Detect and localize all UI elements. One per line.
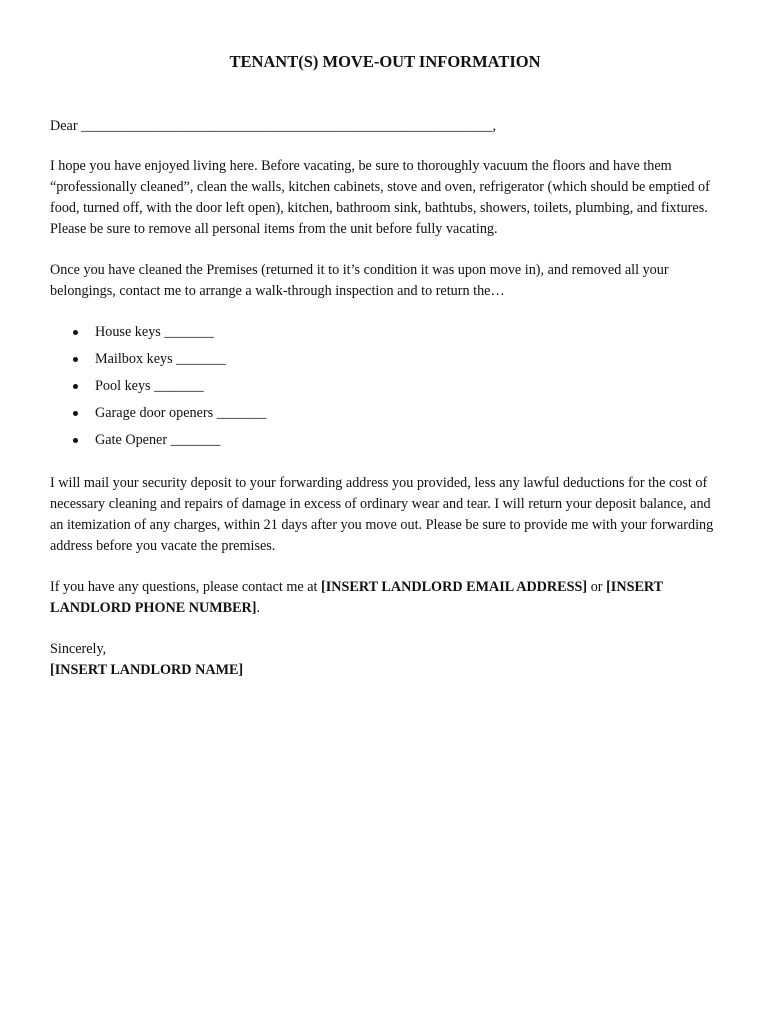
salutation: Dear __________________________________________________________, [50,118,497,134]
contact-joiner: or [587,579,607,595]
cleaning-instructions-paragraph: I hope you have enjoyed living here. Before vacating, be sure to thoroughly vacuum the floors and have them “professionally cleaned”, clean the walls, kitchen cabinets, stove and oven, refrigerator (which should be emptied of food, turned off, with the door left open), kitchen, bathroom sink, bathtubs, showers, toilets, plumbing, and fixtures. Please be sure to remove all personal items from the unit before fully vacating. [50,158,710,237]
list-item [50,319,725,346]
list-item-label: House keys _______ [95,324,215,340]
security-deposit-paragraph: I will mail your security deposit to your forwarding address you provided, less any lawful deductions for the cost of necessary cleaning and repairs of damage in excess of ordinary wear and tear. I will return your deposit balance, and an itemization of any charges, within 21 days after you move out. Please be sure to provide me with your forwarding address before you vacate the premises. [50,475,714,554]
closing-block [50,639,725,681]
list-item [50,400,725,427]
list-item [50,346,725,373]
bullet-icon [73,357,78,362]
contact-prefix: If you have any questions, please contact me at [50,579,322,595]
landlord-email-placeholder: [INSERT LANDLORD EMAIL ADDRESS] [321,579,588,595]
letter-body [50,116,725,681]
list-item [50,427,725,454]
bullet-icon [73,411,78,416]
document-title: TENANT(S) MOVE-OUT INFORMATION [229,52,541,71]
return-items-section [50,319,725,454]
list-item-label: Mailbox keys _______ [95,351,226,367]
walkthrough-paragraph: Once you have cleaned the Premises (returned it to it’s condition it was upon move in), and removed all your belongings, contact me to arrange a walk-through inspection and to return the… [50,262,669,299]
list-item [50,373,725,400]
landlord-phone-placeholder: [INSERT LANDLORD PHONE NUMBER] [50,579,663,616]
bullet-icon [73,384,78,389]
list-item-label: Pool keys _______ [95,378,204,394]
contact-paragraph [50,577,725,619]
closing-text: Sincerely, [50,641,107,657]
bullet-icon [73,330,78,335]
return-items-list [50,319,725,454]
list-item-label: Garage door openers _______ [95,405,267,421]
contact-suffix: . [256,600,261,616]
list-item-label: Gate Opener _______ [95,432,221,448]
bullet-icon [73,438,78,443]
landlord-name-placeholder: [INSERT LANDLORD NAME] [50,662,244,678]
